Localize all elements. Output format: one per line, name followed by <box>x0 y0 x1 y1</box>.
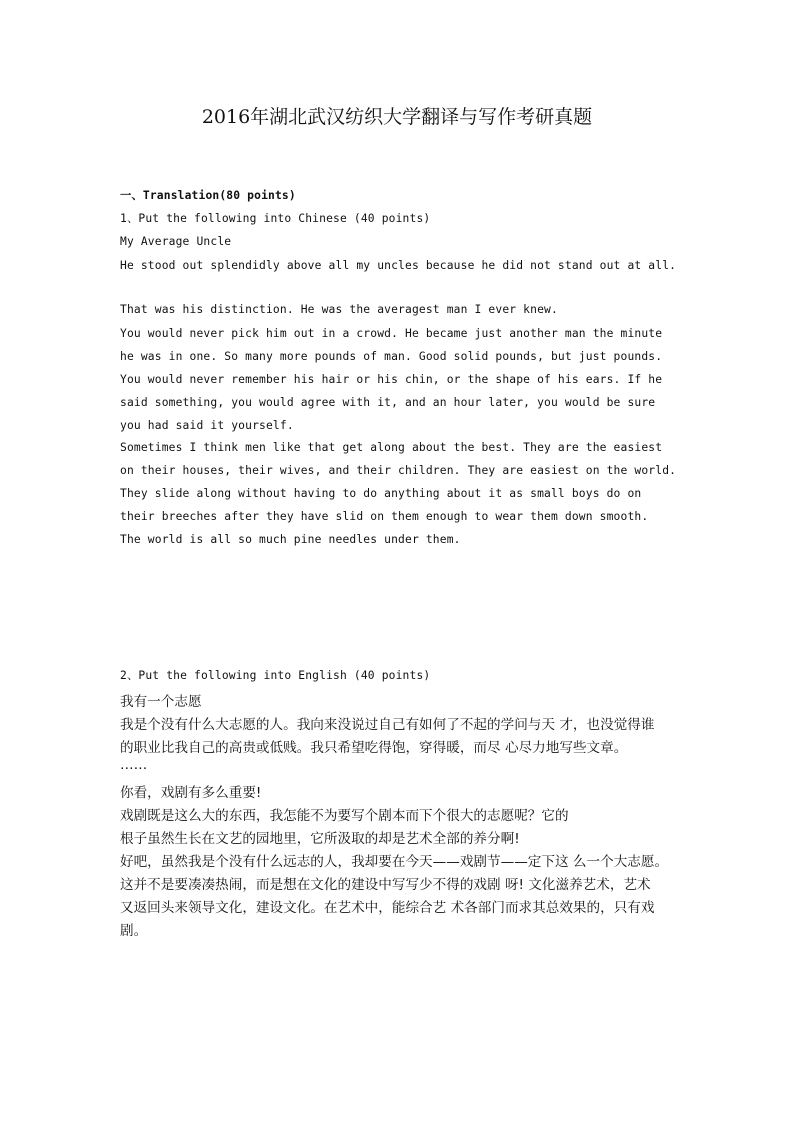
passage-line: you had said it yourself. <box>120 419 294 432</box>
part2-label: 2、Put the following into English (40 points) <box>120 669 431 682</box>
part1-label: 1、Put the following into Chinese (40 points) <box>120 212 431 225</box>
passage-line: Sometimes I think men like that get along about the best. They are the easiest <box>120 441 663 454</box>
page-title: 2016年湖北武汉纺织大学翻译与写作考研真题 <box>201 106 593 128</box>
passage-line: The world is all so much pine needles under them. <box>120 533 461 546</box>
passage-line-cn: 根子虽然生长在文艺的园地里，它所汲取的却是艺术全部的养分啊! <box>120 831 520 847</box>
passage-line-cn: 的职业比我自己的高贵或低贱。我只希望吃得饱，穿得暖，而尽 心尽力地写些文章。 <box>120 740 628 756</box>
passage-line-cn: 又返回头来领导文化，建设文化。在艺术中，能综合艺 术各部门而求其总效果的，只有戏 <box>120 900 655 916</box>
passage-line-cn: 戏剧既是这么大的东西，我怎能不为要写个剧本而下个很大的志愿呢？它的 <box>120 808 569 824</box>
passage-title-en: My Average Uncle <box>120 235 232 248</box>
passage-line: on their houses, their wives, and their children. They are easiest on the world. <box>120 464 677 477</box>
passage-line-cn: 这并不是要凑凑热闹，而是想在文化的建设中写写少不得的戏剧 呀! 文化滋养艺术，艺术 <box>120 877 651 893</box>
passage-line: their breeches after they have slid on them enough to wear them down smooth. <box>120 510 649 523</box>
passage-line: he was in one. So many more pounds of man. Good solid pounds, but just pounds. <box>120 350 663 363</box>
passage-line: You would never pick him out in a crowd. He became just another man the minute <box>120 327 663 340</box>
section-heading: 一、Translation(80 points) <box>120 189 296 202</box>
passage-line: You would never remember his hair or his chin, or the shape of his ears. If he <box>120 373 663 386</box>
passage-line: They slide along without having to do anything about it as small boys do on <box>120 487 642 500</box>
passage-line-cn: 好吧，虽然我是个没有什么远志的人，我却要在今天——戏剧节——定下这 么一个大志愿。 <box>120 854 669 870</box>
passage-line: said something, you would agree with it, and an hour later, you would be sure <box>120 396 656 409</box>
passage-line-cn: 我是个没有什么大志愿的人。我向来没说过自己有如何了不起的学问与天 才，也没觉得谁 <box>120 717 655 733</box>
passage-line-cn: …… <box>120 757 148 773</box>
passage-line-cn: 你看，戏剧有多么重要! <box>120 785 262 801</box>
passage-line: That was his distinction. He was the averagest man I ever knew. <box>120 303 558 316</box>
passage-title-cn: 我有一个志愿 <box>120 694 202 710</box>
passage-line-cn: 剧。 <box>120 923 148 939</box>
passage-line: He stood out splendidly above all my uncles because he did not stand out at all. <box>120 259 677 272</box>
